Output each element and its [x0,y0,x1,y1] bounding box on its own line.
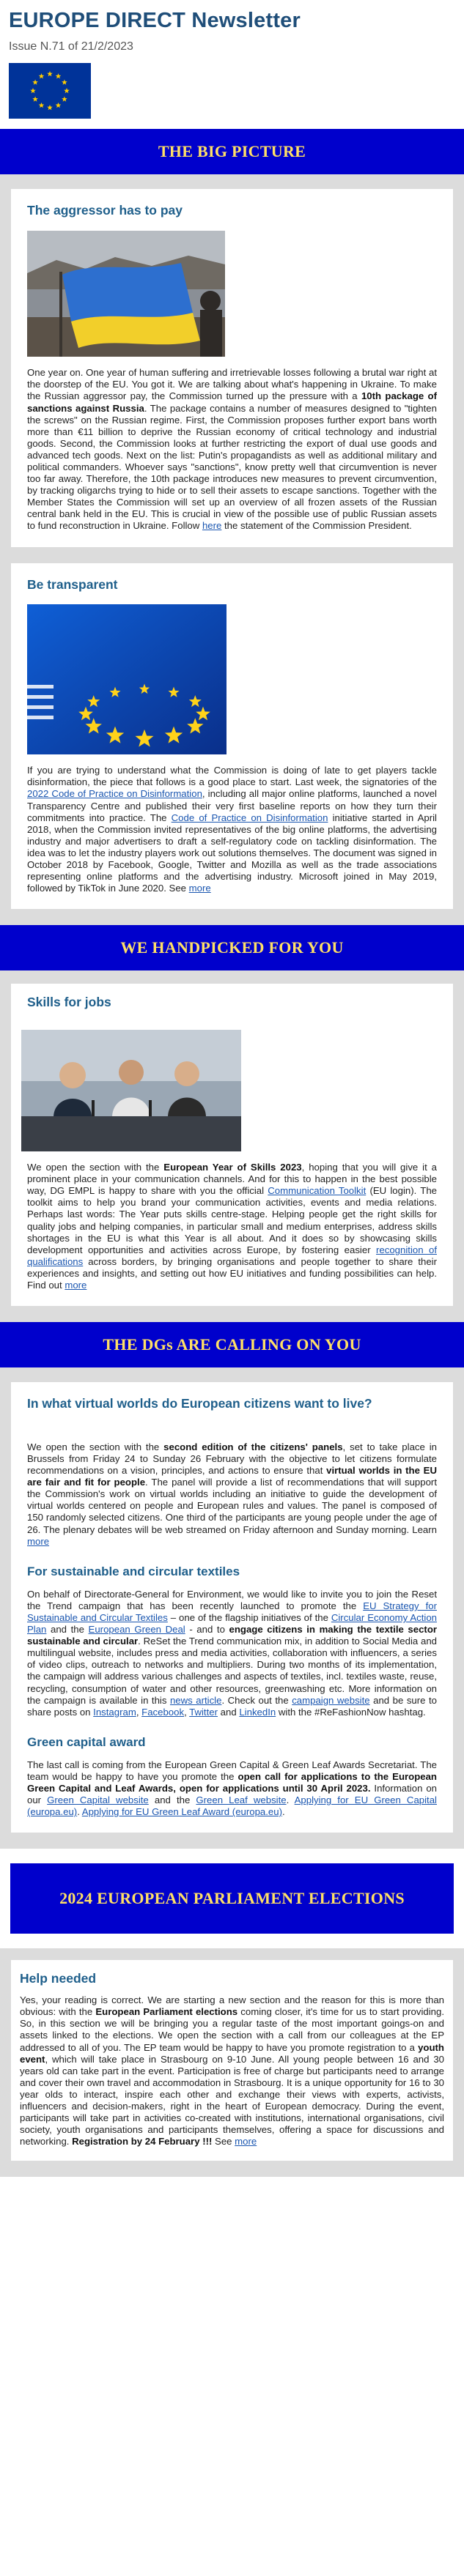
body-text: . [77,1806,82,1818]
newsletter-header [0,0,464,119]
flag-star [56,103,62,108]
conference-panel-photo-icon [21,1030,241,1151]
flag-star [39,74,45,79]
body-text: , which will take place in Strasbourg on 9-10 June. All young people between 16 and 30 years old can take part in the event. Participation is free of charge but participants need to arrange and cover their own travel and accommodation in Strasbourg. It is a unique opportunity for 16 to 30 year olds to interact, inspire each other and exchange their views with experts, activists, influencers and decision-makers, right in the heart of European democracy. During the event, participants will take part in activities co-created with institutions, international organisations, civil society, youth organisations and participants themselves, offering a space for discussions and networking. [20,2053,444,2148]
body-text: . The panel will provide a list of recommendations that will support the Commission's work on virtual worlds including an initiative to guide the development of virtual worlds centered on people and European rules and values. The panel is composed of 150 randomly selected citizens. One third of the participants are young people under the age of 26. The plenary debates will be web streamed on Friday afternoon and Sunday morning. Learn [27,1477,437,1535]
article-title: Help needed [20,1971,97,1986]
body-bold: youth event [20,2041,444,2065]
body-text: coming closer, it's time for us to start providing. So, in this section we will be bringing you a regular taste of the most important goings-on and assets linked to the elections. We open the section with a call from our colleagues at the EP addressed to all of you. The EP team would be happy to have you promote registration to a [20,2006,444,2053]
flag-star [32,80,38,85]
article-title: Be transparent [27,576,118,592]
issue-label: Issue N.71 of 21/2/2023 [9,40,133,53]
facebook-link[interactable]: Facebook [141,1706,185,1718]
article-body-textiles [27,1589,437,1718]
flag-star [39,103,45,108]
section-banner-handpicked [0,925,464,970]
body-text: . [282,1806,285,1818]
body-text: and be sure to share posts on [27,1694,437,1718]
article-body [27,765,437,894]
flag-star [56,74,62,79]
communication-toolkit-link[interactable]: Communication Toolkit [268,1185,367,1197]
body-text: – one of the flagship initiatives of the [167,1611,331,1623]
eu-flag-stars-icon [27,604,227,754]
apply-green-capital-link[interactable]: Applying for EU Green Capital (europa.eu) [27,1794,437,1818]
article-title: Skills for jobs [27,995,111,1010]
textiles-strategy-link[interactable]: EU Strategy for Sustainable and Circular Textiles [27,1600,437,1623]
news-article-link[interactable]: news article [169,1694,222,1706]
body-bold: European Year of Skills 2023 [163,1162,302,1173]
body-text: We open the section with the [27,1162,164,1173]
body-text: with the #ReFashionNow hashtag. [276,1706,426,1718]
flag-star [32,97,38,102]
body-text: If you are trying to understand what the Commission is doing of late to get players tackle disinformation, the piece that follows is a good place to start. Last week, the signatories of the [27,765,437,788]
more-link[interactable]: more [235,2136,257,2148]
separator: , [184,1706,190,1718]
body-text: One year on. One year of human suffering and irretrievable losses following a brutal war right at the doorstep of the EU. You got it. We are talking about what's happening in Ukraine. To make the Russian aggressor pay, the Commission turned up the pressure with a [27,367,437,402]
article-body-virtual [27,1441,437,1548]
eu-flag-icon [9,63,91,119]
section-banner-label: 2024 EUROPEAN PARLIAMENT ELECTIONS [59,1889,405,1908]
body-text: . [286,1794,295,1806]
code-of-practice-2022-link[interactable]: 2022 Code of Practice on Disinformation [27,788,202,800]
recognition-of-qualifications-link[interactable]: recognition of qualifications [27,1244,437,1267]
article-title: In what virtual worlds do European citizens want to live? [27,1396,372,1411]
ukraine-flag-icon [27,231,225,357]
section-big-picture [0,174,464,925]
section-banner-label: WE HANDPICKED FOR YOU [120,938,344,957]
section-handpicked [0,970,464,1322]
code-of-practice-link[interactable]: Code of Practice on Disinformation [171,812,328,823]
more-link[interactable]: more [188,883,211,894]
article-title: The aggressor has to pay [27,203,183,218]
section-banner-label: THE DGs ARE CALLING ON YOU [103,1335,361,1354]
section-banner-elections [10,1863,454,1934]
flag-star [62,80,67,85]
body-bold: second edition of the citizens' panels [163,1441,343,1452]
article-title: For sustainable and circular textiles [27,1564,240,1578]
campaign-website-link[interactable]: campaign website [292,1694,370,1706]
newsletter-title: EUROPE DIRECT Newsletter [9,9,301,32]
body-text: initiative started in April 2018, when the Commission invited representatives of the big online platforms, the advertising industry and major advertisers to draft a self-regulatory code on tackling disinformation. The idea was to let the industry players work out solutions themselves. The document was signed in October 2018 by Facebook, Google, Twitter and Mozilla as well as the trade associations representing online platforms and the advertising industry. Microsoft joined in May 2019, followed by TikTok in June 2020. See [27,812,437,894]
twitter-link[interactable]: Twitter [189,1706,218,1718]
body-text: , hoping that you will give it a prominent place in your communication channels. And for this to happen in the best possible way, DG EMPL is happy to share with you the official [27,1162,438,1197]
article-card-dgs [11,1382,453,1833]
article-title: Green capital award [27,1734,146,1749]
flag-star [30,88,36,93]
body-bold: virtual worlds in the EU are fair and fit for people [27,1465,437,1488]
section-elections [0,1948,464,2177]
body-text: Information on our [27,1783,437,1806]
body-text: and [218,1706,240,1718]
linkedin-link[interactable]: LinkedIn [239,1706,276,1718]
statement-link[interactable]: here [202,520,222,532]
body-bold: open call for applications to the European Green Capital and Leaf Awards, open for applications until 30 April 2023. [27,1771,437,1794]
body-text: (EU login). The toolkit aims to help you brand your communication activities, events and media relations. Perhaps last words: The Year puts skills centre-stage. Helping people get the right skills for quality jobs and helping companies, in particular small and medium enterprises, address skills shortages in the EU is what this Year is all about. And it does so by showcasing skills development opportunities and activities across Europe, by fostering easier [27,1185,437,1255]
green-leaf-website-link[interactable]: Green Leaf website [196,1794,287,1806]
body-bold: 10th package of sanctions against Russia [27,390,437,414]
body-text: The last call is coming from the European Green Capital & Green Leaf Awards Secretariat. The team would be happy to have you promote the [27,1759,437,1783]
apply-green-leaf-link[interactable]: Applying for EU Green Leaf Award (europa.eu) [81,1806,282,1818]
body-bold: engage citizens in making the textile sector sustainable and circular [27,1624,438,1647]
body-text: Yes, your reading is correct. We are starting a new section and the reason for this is more than obvious: with the [20,1994,444,2018]
body-text: - and to [185,1624,229,1636]
flag-star [47,105,53,110]
separator: , [136,1706,142,1718]
body-text: , including all major online platforms, launched a novel Transparency Centre and published their very first baseline reports on how they turn their commitments into practice. The [27,788,437,823]
article-card-transparent [11,563,453,910]
article-body [27,1162,437,1291]
body-text: . ReSet the Trend communication mix, in addition to Social Media and multilingual website, includes press and media activities, collaboration with influencers, a series of video clips, outreach to networks and multipliers. During two months of its implementation, the campaign will address various challenges and aspects of textiles, incl. textiles waste, reuse, recycling, consumption of water and other resources, greenwashing etc. More information on the campaign is available in this [27,1636,437,1706]
body-bold: European Parliament elections [95,2006,238,2018]
flag-star [47,71,53,76]
green-deal-link[interactable]: European Green Deal [88,1624,185,1636]
section-dgs [0,1367,464,1849]
body-text: . The package contains a number of measures designed to "tighten the screws" on the Russian regime. First, the Commission proposes further export bans worth more than €11 billion to deprive the Russian economy of critical technology and industrial goods. Second, the Commission looks at further restricting the export of dual use goods and advanced tech goods. Next on the list: Putin's propagandists as well as additional military and political commanders. Whoever says "sanctions", know pretty well that circumvention is never too far away. Therefore, the 10th package introduces new measures to prevent circumvention, by tracking oligarchs trying to hide or to sell their assets to escape sanctions. Together with the Member States the Commission will set up an overview of all frozen assets of the Russian central bank held in the EU. This is crucial in view of the possible use of public Russian assets to fund reconstruction in Ukraine. Follow [27,402,437,532]
body-text: On behalf of Directorate-General for Environment, we would like to invite you to join the Reset the Trend campaign that has been recently launched to promote the [27,1588,437,1611]
elections-banner-wrap [0,1849,464,1948]
body-text: We open the section with the [27,1441,164,1452]
flag-star [62,97,67,102]
circular-economy-link[interactable]: Circular Economy Action Plan [27,1611,438,1636]
body-text: . Check out the [221,1694,292,1706]
more-link[interactable]: more [65,1280,87,1291]
article-card-help [11,1960,453,2161]
body-text: , set to take place in Brussels from Friday 24 to Sunday 26 February with the objective to let citizens formulate recommendations on a vision, principles, and actions to ensure that [27,1441,437,1477]
body-text: and the [148,1794,196,1806]
flag-star [64,88,70,93]
body-text: across borders, by bringing organisations and people together to share their experiences and insights, and setting out how EU initiatives and funding possibilities can help. Find out [27,1255,437,1291]
green-capital-website-link[interactable]: Green Capital website [47,1794,149,1806]
article-card-skills [11,984,453,1306]
article-card-aggressor [11,189,453,546]
article-body [20,1994,444,2148]
article-body [27,367,437,532]
body-text: and the [46,1624,89,1636]
article-body-green [27,1759,437,1818]
body-text: the statement of the Commission President. [221,520,412,532]
more-link[interactable]: more [27,1535,50,1547]
section-banner-label: THE BIG PICTURE [158,142,306,161]
body-bold: Registration by 24 February !!! [72,2136,213,2148]
section-banner-dgs [0,1322,464,1367]
section-banner-big-picture [0,129,464,174]
body-text: See [212,2136,235,2148]
instagram-link[interactable]: Instagram [93,1706,136,1718]
